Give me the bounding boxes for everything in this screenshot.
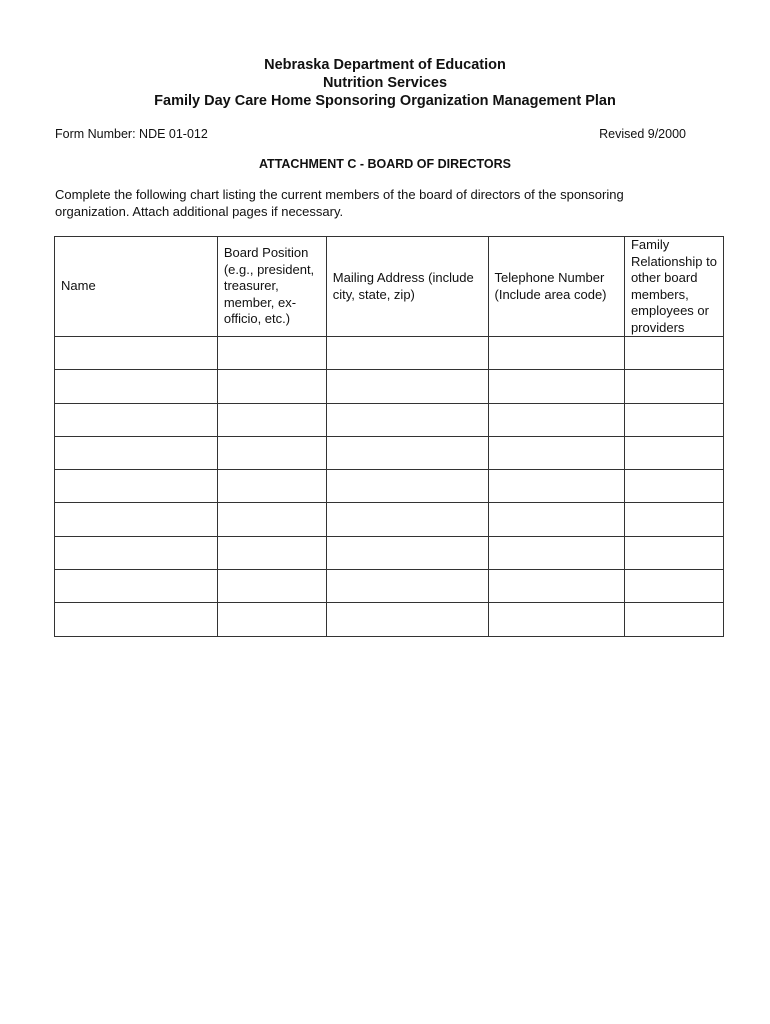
mailing-address-cell[interactable] bbox=[326, 436, 488, 469]
name-cell[interactable] bbox=[55, 570, 218, 603]
mailing-address-cell[interactable] bbox=[326, 536, 488, 569]
telephone-number-cell[interactable] bbox=[488, 403, 624, 436]
family-relationship-cell[interactable] bbox=[624, 470, 723, 503]
plan-title: Family Day Care Home Sponsoring Organization Management Plan bbox=[154, 93, 616, 109]
name-cell[interactable] bbox=[55, 337, 218, 370]
board-position-cell[interactable] bbox=[217, 337, 326, 370]
name-cell[interactable] bbox=[55, 370, 218, 403]
mailing-address-cell[interactable] bbox=[326, 470, 488, 503]
board-position-cell[interactable] bbox=[217, 603, 326, 636]
family-relationship-cell[interactable] bbox=[624, 337, 723, 370]
board-position-cell[interactable] bbox=[217, 403, 326, 436]
telephone-number-cell[interactable] bbox=[488, 337, 624, 370]
header-mailing-address: Mailing Address (include city, state, zip) bbox=[326, 237, 488, 337]
board-position-cell[interactable] bbox=[217, 503, 326, 536]
mailing-address-cell[interactable] bbox=[326, 403, 488, 436]
table-body bbox=[55, 337, 724, 637]
family-relationship-cell[interactable] bbox=[624, 436, 723, 469]
name-cell[interactable] bbox=[55, 436, 218, 469]
table-row bbox=[55, 370, 724, 403]
name-cell[interactable] bbox=[55, 536, 218, 569]
table-row bbox=[55, 337, 724, 370]
document-header bbox=[0, 56, 770, 110]
telephone-number-cell[interactable] bbox=[488, 436, 624, 469]
telephone-number-cell[interactable] bbox=[488, 470, 624, 503]
mailing-address-cell[interactable] bbox=[326, 603, 488, 636]
department-title: Nebraska Department of Education bbox=[264, 57, 506, 73]
board-of-directors-table bbox=[54, 236, 724, 637]
mailing-address-cell[interactable] bbox=[326, 337, 488, 370]
telephone-number-cell[interactable] bbox=[488, 603, 624, 636]
table-row bbox=[55, 403, 724, 436]
table-header-row bbox=[55, 237, 724, 337]
family-relationship-cell[interactable] bbox=[624, 403, 723, 436]
mailing-address-cell[interactable] bbox=[326, 570, 488, 603]
name-cell[interactable] bbox=[55, 603, 218, 636]
division-title: Nutrition Services bbox=[322, 75, 448, 91]
board-position-cell[interactable] bbox=[217, 470, 326, 503]
family-relationship-cell[interactable] bbox=[624, 536, 723, 569]
family-relationship-cell[interactable] bbox=[624, 503, 723, 536]
telephone-number-cell[interactable] bbox=[488, 536, 624, 569]
telephone-number-cell[interactable] bbox=[488, 570, 624, 603]
telephone-number-cell[interactable] bbox=[488, 370, 624, 403]
family-relationship-cell[interactable] bbox=[624, 570, 723, 603]
table-row bbox=[55, 603, 724, 636]
attachment-title: ATTACHMENT C - BOARD OF DIRECTORS bbox=[258, 157, 512, 171]
name-cell[interactable] bbox=[55, 403, 218, 436]
header-family-relationship: Family Relationship to other board members, employees or providers bbox=[624, 237, 723, 337]
header-board-position: Board Position (e.g., president, treasurer, member, ex-officio, etc.) bbox=[217, 237, 326, 337]
mailing-address-cell[interactable] bbox=[326, 503, 488, 536]
telephone-number-cell[interactable] bbox=[488, 503, 624, 536]
table-row bbox=[55, 436, 724, 469]
board-position-cell[interactable] bbox=[217, 370, 326, 403]
table-row bbox=[55, 503, 724, 536]
family-relationship-cell[interactable] bbox=[624, 370, 723, 403]
table-row bbox=[55, 536, 724, 569]
family-relationship-cell[interactable] bbox=[624, 603, 723, 636]
header-telephone-number: Telephone Number (Include area code) bbox=[488, 237, 624, 337]
board-position-cell[interactable] bbox=[217, 570, 326, 603]
instructions-text: Complete the following chart listing the current members of the board of directors of the sponsoring organization. Attach additional pages if necessary. bbox=[55, 187, 624, 219]
name-cell[interactable] bbox=[55, 503, 218, 536]
table-row bbox=[55, 570, 724, 603]
header-name: Name bbox=[55, 237, 218, 337]
mailing-address-cell[interactable] bbox=[326, 370, 488, 403]
table-row bbox=[55, 470, 724, 503]
revision-date: Revised 9/2000 bbox=[599, 127, 686, 141]
board-position-cell[interactable] bbox=[217, 436, 326, 469]
name-cell[interactable] bbox=[55, 470, 218, 503]
board-position-cell[interactable] bbox=[217, 536, 326, 569]
form-number: Form Number: NDE 01-012 bbox=[55, 127, 208, 141]
